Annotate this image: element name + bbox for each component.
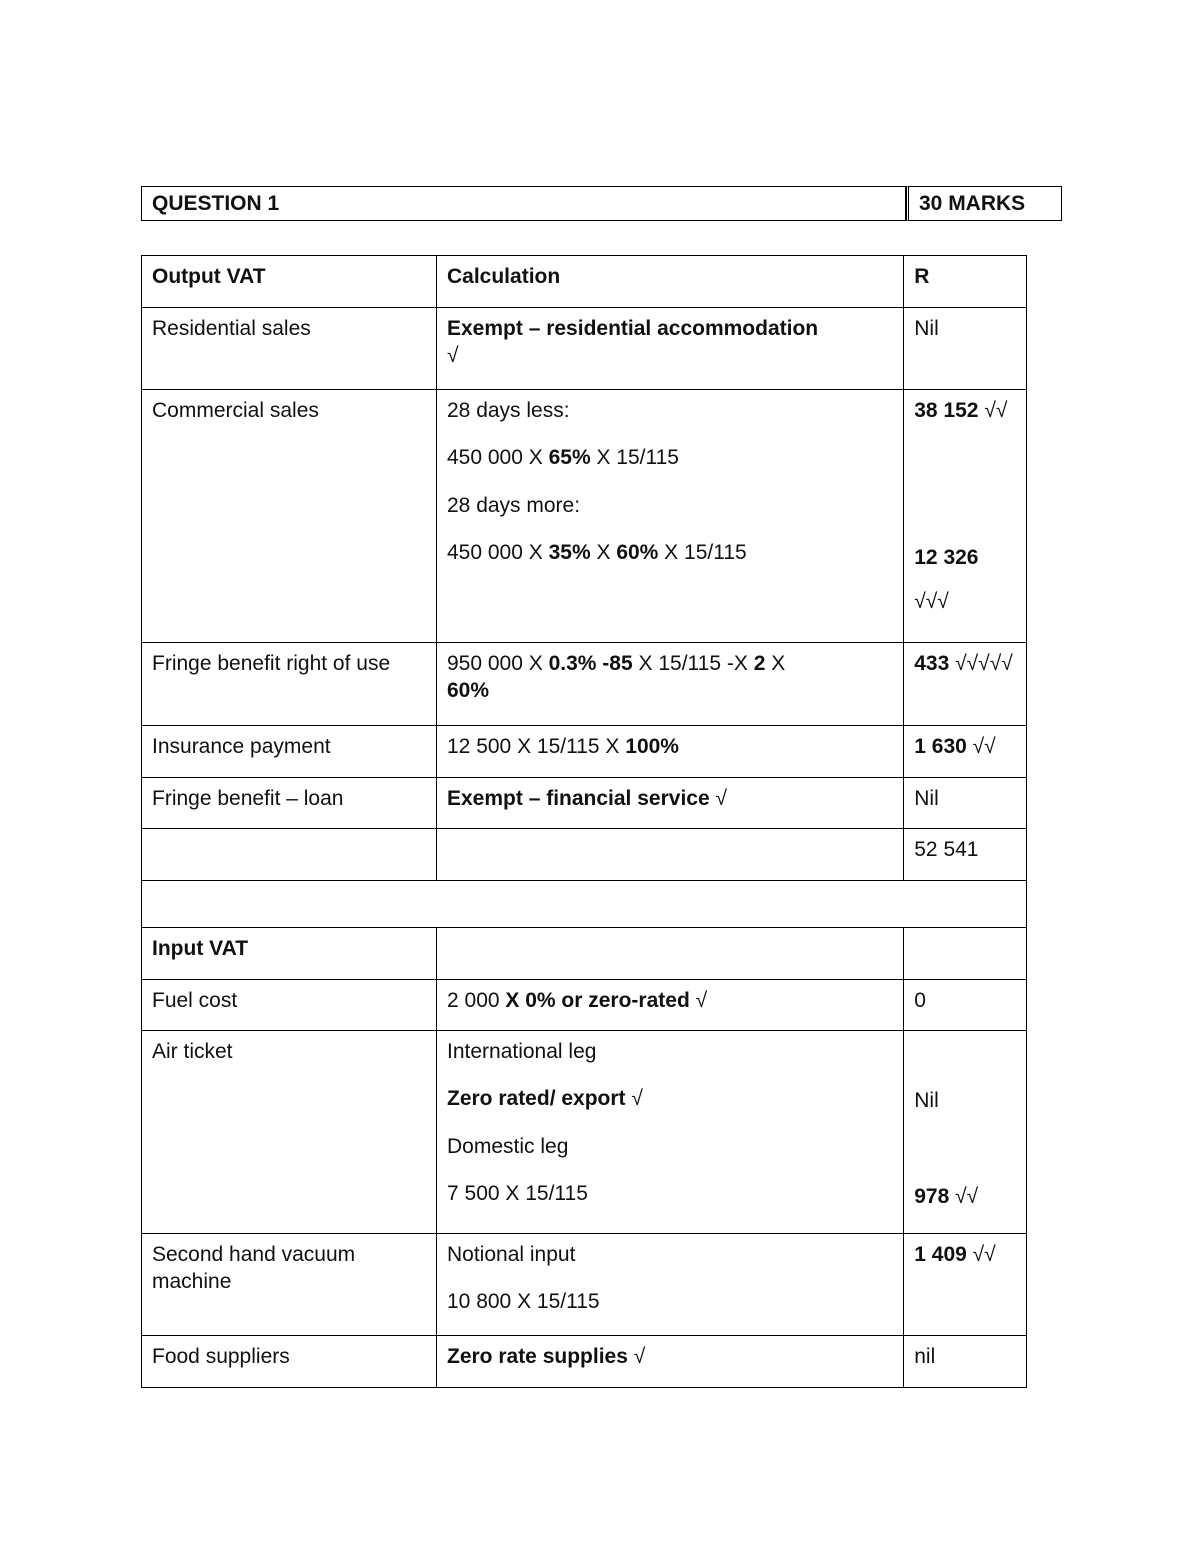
table-row-input-header	[142, 928, 1027, 980]
row-calc: Exempt – residential accommodation √	[437, 308, 904, 390]
row-amount: Nil 978 √√	[904, 1031, 1027, 1234]
header-output-vat: Output VAT	[142, 256, 437, 308]
row-amount: 38 152 √√ 12 326 √√√	[904, 390, 1027, 643]
row-calc: 12 500 X 15/115 X 100%	[437, 726, 904, 778]
row-amount: 0	[904, 980, 1027, 1031]
row-label: Commercial sales	[142, 390, 437, 643]
row-amount: 1 409 √√	[904, 1234, 1027, 1336]
vat-table	[141, 255, 1027, 1388]
table-row-fuel	[142, 980, 1027, 1031]
question-cell	[141, 186, 907, 221]
table-row-food	[142, 1336, 1027, 1388]
row-amount: Nil	[904, 778, 1027, 829]
row-amount: Nil	[904, 308, 1027, 390]
row-label: Fringe benefit – loan	[142, 778, 437, 829]
table-row-commercial	[142, 390, 1027, 643]
table-row-fringe-use	[142, 643, 1027, 726]
marks-cell	[905, 186, 1062, 221]
row-label: Insurance payment	[142, 726, 437, 778]
table-row-vacuum	[142, 1234, 1027, 1336]
table-row-air-ticket	[142, 1031, 1027, 1234]
row-label: Residential sales	[142, 308, 437, 390]
row-label: Fuel cost	[142, 980, 437, 1031]
row-calc: 28 days less: 450 000 X 65% X 15/115 28 days more: 450 000 X 35% X 60% X 15/115	[437, 390, 904, 643]
header-r: R	[904, 256, 1027, 308]
table-spacer-row	[142, 881, 1027, 928]
table-row-fringe-loan	[142, 778, 1027, 829]
row-calc: 2 000 X 0% or zero-rated √	[437, 980, 904, 1031]
row-amount: 433 √√√√√	[904, 643, 1027, 726]
row-amount: nil	[904, 1336, 1027, 1388]
row-calc: Zero rate supplies √	[437, 1336, 904, 1388]
row-label: Fringe benefit right of use	[142, 643, 437, 726]
row-amount: 1 630 √√	[904, 726, 1027, 778]
row-label: Second hand vacuum machine	[142, 1234, 437, 1336]
question-title: QUESTION 1	[152, 192, 280, 215]
header-calculation: Calculation	[437, 256, 904, 308]
row-calc: Notional input 10 800 X 15/115	[437, 1234, 904, 1336]
table-row-total	[142, 829, 1027, 881]
marks-label: 30 MARKS	[919, 192, 1026, 215]
table-row-residential	[142, 308, 1027, 390]
row-label: Food suppliers	[142, 1336, 437, 1388]
row-calc: Exempt – financial service √	[437, 778, 904, 829]
row-calc: 950 000 X 0.3% -85 X 15/115 -X 2 X 60%	[437, 643, 904, 726]
input-vat-heading: Input VAT	[142, 928, 437, 980]
table-row-insurance	[142, 726, 1027, 778]
table-header-row	[142, 256, 1027, 308]
row-calc: International leg Zero rated/ export √ Domestic leg 7 500 X 15/115	[437, 1031, 904, 1234]
row-label: Air ticket	[142, 1031, 437, 1234]
output-total: 52 541	[904, 829, 1027, 881]
question-header	[141, 186, 1059, 221]
